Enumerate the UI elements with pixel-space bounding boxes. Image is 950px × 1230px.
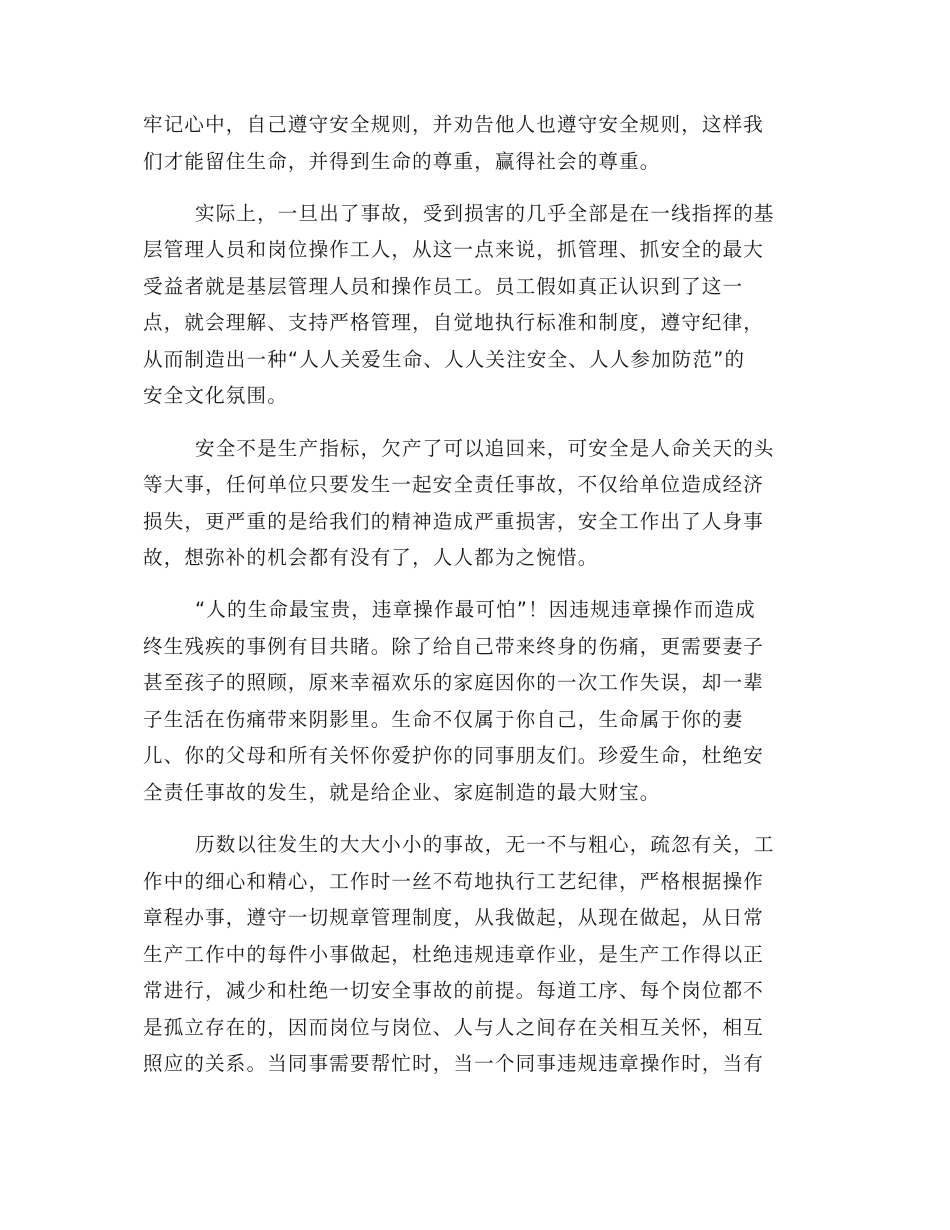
text-line: 等大事，任何单位只要发生一起安全责任事故，不仅给单位造成经济 <box>143 473 765 497</box>
text-line: 是孤立存在的，因而岗位与岗位、人与人之间存在关相互关怀，相互 <box>143 1015 765 1039</box>
text-line: 作中的细心和精心，工作时一丝不苟地执行工艺纪律，严格根据操作 <box>143 869 765 893</box>
text-line: 从而制造出一种“人人关爱生命、人人关注安全、人人参加防范”的 <box>143 347 746 371</box>
text-line: 子生活在伤痛带来阴影里。生命不仅属于你自己，生命属于你的妻 <box>143 707 744 731</box>
text-line: 故，想弥补的机会都有没有了，人人都为之惋惜。 <box>143 546 599 570</box>
paragraph <box>143 107 813 180</box>
paragraph <box>143 592 813 811</box>
text-line: 点，就会理解、支持严格管理，自觉地执行标准和制度，遵守纪律， <box>143 311 765 335</box>
text-line: 历数以往发生的大大小小的事故，无一不与粗心，疏忽有关，工 <box>195 833 775 857</box>
text-line: 生产工作中的每件小事做起，杜绝违规违章作业，是生产工作得以正 <box>143 942 765 966</box>
paragraph <box>143 196 813 415</box>
text-line: 甚至孩子的照顾，原来幸福欢乐的家庭因你的一次工作失误，却一辈 <box>143 671 765 695</box>
text-line: 损失，更严重的是给我们的精神造成严重损害，安全工作出了人身事 <box>143 509 765 533</box>
text-line: 受益者就是基层管理人员和操作员工。员工假如真正认识到了这一 <box>143 274 744 298</box>
paragraph <box>143 431 813 577</box>
text-line: 实际上，一旦出了事故，受到损害的几乎全部是在一线指挥的基 <box>195 201 775 225</box>
text-line: 层管理人员和岗位操作工人，从这一点来说，抓管理、抓安全的最大 <box>143 238 765 262</box>
text-line: 常进行，减少和杜绝一切安全事故的前提。每道工序、每个岗位都不 <box>143 979 765 1003</box>
paragraph <box>143 827 813 1083</box>
text-line: 儿、你的父母和所有关怀你爱护你的同事朋友们。珍爱生命，杜绝安 <box>143 744 765 768</box>
text-line: “人的生命最宝贵，违章操作最可怕”！因违规违章操作而造成 <box>195 598 756 622</box>
text-line: 们才能留住生命，并得到生命的尊重，赢得社会的尊重。 <box>143 149 661 173</box>
body-text <box>143 107 813 1098</box>
text-line: 安全文化氛围。 <box>143 384 288 408</box>
text-line: 牢记心中，自己遵守安全规则，并劝告他人也遵守安全规则，这样我 <box>143 113 765 136</box>
text-line: 照应的关系。当同事需要帮忙时，当一个同事违规违章操作时，当有 <box>143 1052 765 1076</box>
text-line: 章程办事，遵守一切规章管理制度，从我做起，从现在做起，从日常 <box>143 906 765 930</box>
text-line: 终生残疾的事例有目共睹。除了给自己带来终身的伤痛，更需要妻子 <box>143 634 765 658</box>
text-line: 安全不是生产指标，欠产了可以追回来，可安全是人命关天的头 <box>195 436 775 460</box>
text-line: 全责任事故的发生，就是给企业、家庭制造的最大财宝。 <box>143 780 661 804</box>
